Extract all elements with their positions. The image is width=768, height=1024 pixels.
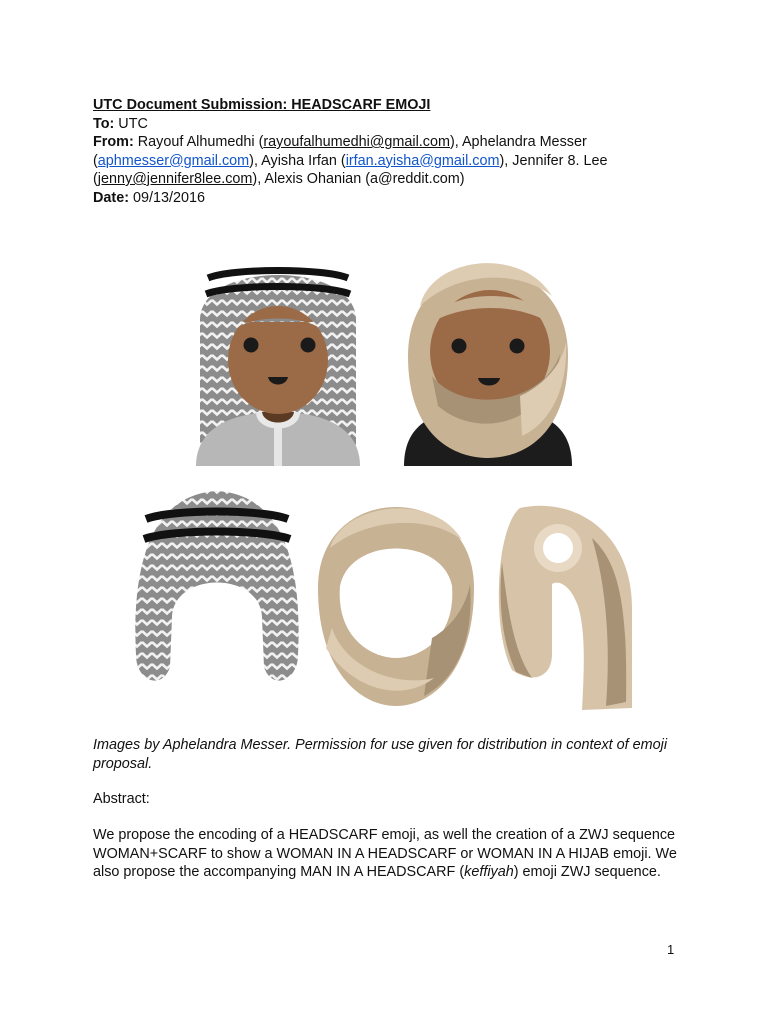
page-number: 1 [667,942,675,957]
from-label: From: [93,134,134,150]
woman-in-hijab-emoji-icon [402,246,574,466]
to-label: To: [93,115,115,132]
draped-scarf-icon [494,502,636,714]
author-text: Rayouf Alhumedhi ( [133,134,264,150]
author-email-link[interactable]: jenny@jennifer8lee.com [97,171,253,187]
document-title: UTC Document Submission: HEADSCARF EMOJI [93,97,431,113]
document-header [93,96,693,207]
author-text: ( [93,152,98,169]
abstract-text: ) emoji ZWJ sequence. [513,864,661,880]
keffiyeh-headscarf-icon [132,485,302,699]
abstract-heading: Abstract: [93,791,150,807]
date-value: 09/13/2016 [128,189,206,206]
author-text: ), Ayisha Irfan ( [249,152,346,169]
abstract-text: We propose the encoding of a HEADSCARF emoji, as well the creation of a ZWJ sequence WOMAN+SCARF to show a WOMAN IN A HEADSCARF or WOMAN IN A HIJAB emoji. We also propose the accompanying MAN IN A HEADSCARF ( [93,827,677,880]
author-text: ), Alexis Ohanian (a@reddit.com) [252,171,465,187]
author-email-link[interactable]: rayoufalhumedhi@gmail.com [263,134,450,150]
author-text: ( [93,171,98,187]
author-email-link[interactable]: irfan.ayisha@gmail.com [345,152,500,169]
hijab-headscarf-icon [314,488,478,710]
man-in-keffiyeh-emoji-icon [192,242,364,466]
date-label: Date: [93,189,129,206]
author-text: ), Jennifer 8. Lee [499,152,608,169]
abstract-paragraph [93,826,683,882]
abstract-italic-term: keffiyah [464,864,514,880]
author-text: ), Aphelandra Messer [449,134,587,150]
author-email-link[interactable]: aphmesser@gmail.com [97,152,250,169]
figure-caption: Images by Aphelandra Messer. Permission for use given for distribution in context of emoji proposal. [93,737,668,772]
headscarf-emoji-figure [0,230,768,720]
to-value: UTC [114,115,148,132]
